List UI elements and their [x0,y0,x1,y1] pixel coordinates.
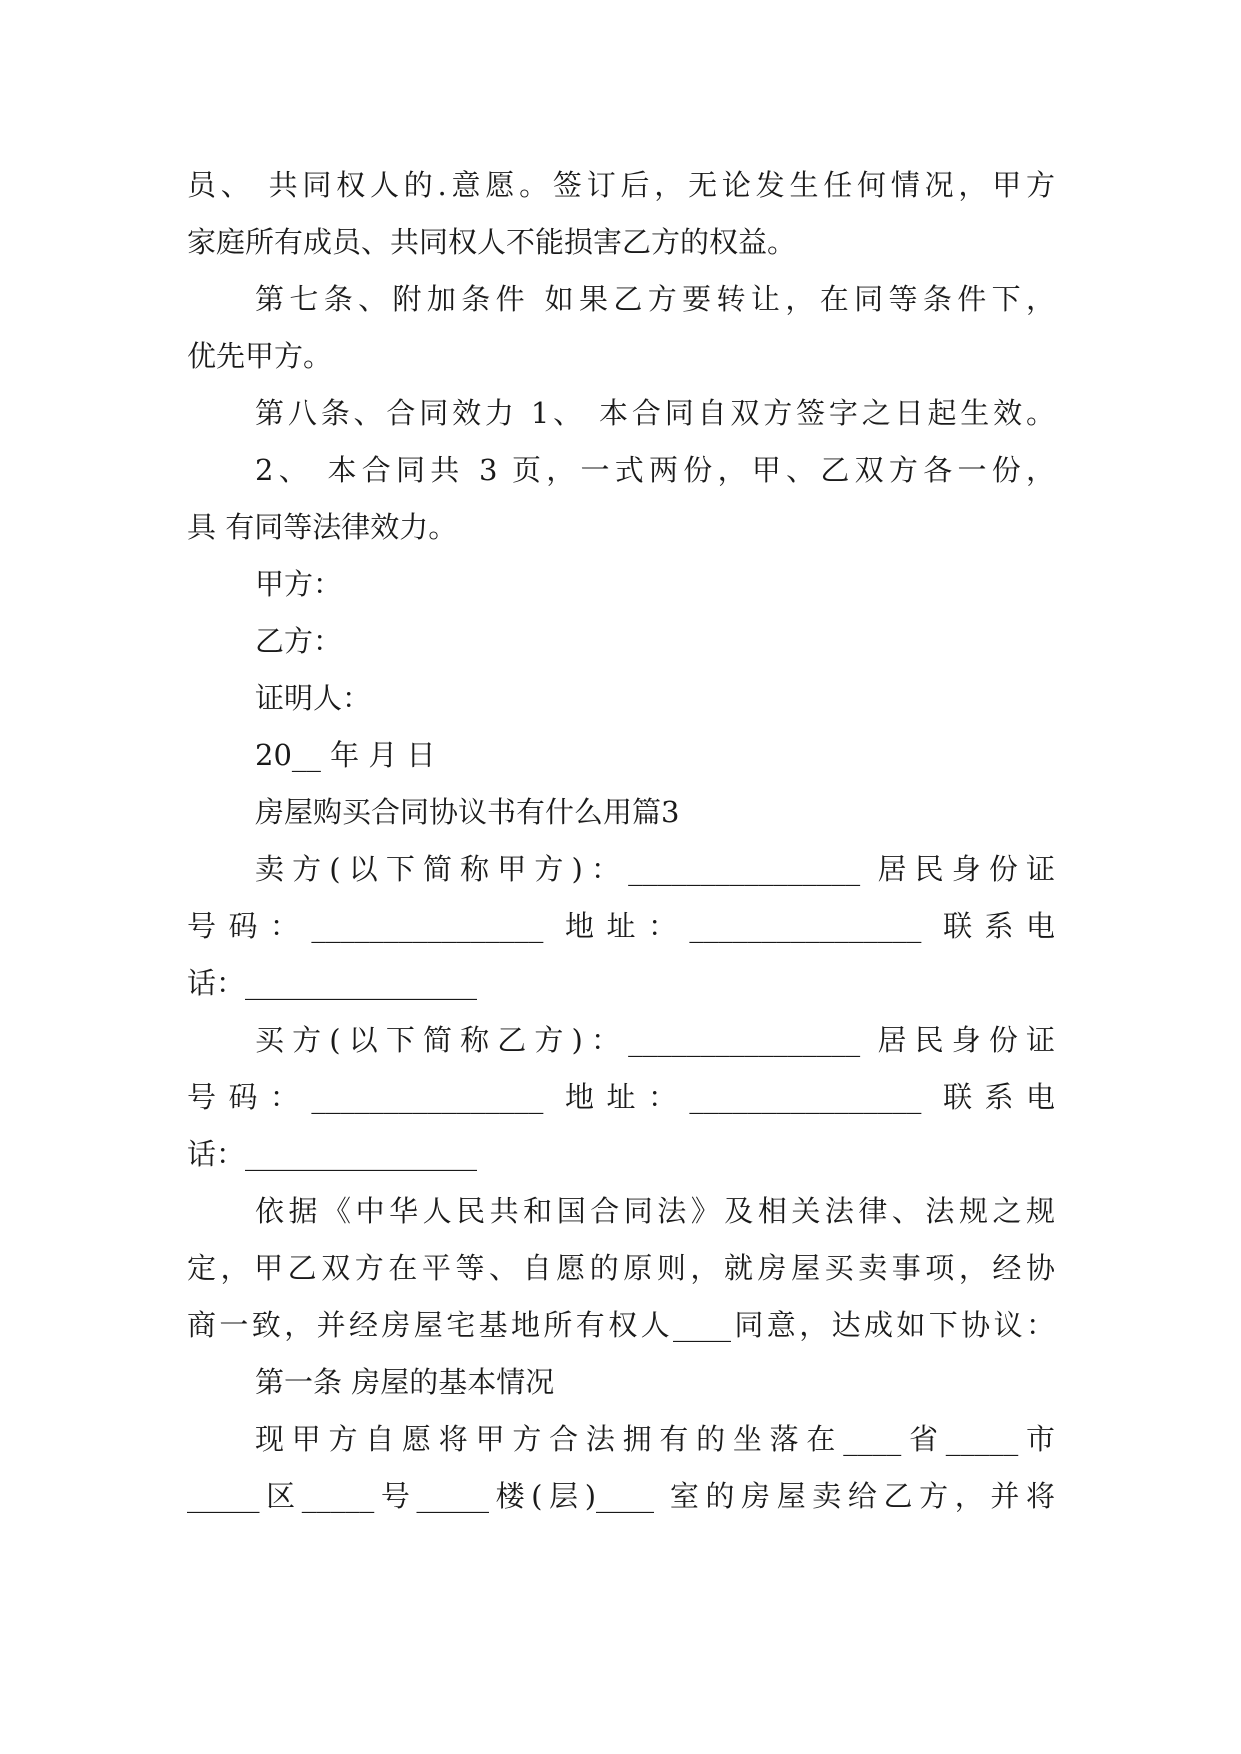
text-line-2: 家庭所有成员、共同权人不能损害乙方的权益。 [187,225,797,259]
signature-party-a: 甲方： [255,567,343,601]
text-line-1: 员、 共同权人的.意愿。签订后，无论发生任何情况，甲方 [187,168,1055,202]
text-line-15: 话：________________ [187,966,478,1000]
text-line-21: 商一致，并经房屋宅基地所有权人____同意，达成如下协议： [187,1308,1055,1342]
text-line-4: 优先甲方。 [187,339,333,373]
text-line-7: 具 有同等法律效力。 [187,510,458,544]
text-line-16: 买方(以下简称乙方)：________________ 居民身份证 [255,1023,1055,1057]
text-line-14: 号码：________________ 地址：________________ 联系电 [187,909,1055,943]
section-heading: 房屋购买合同协议书有什么用篇3 [255,795,680,829]
text-line-13: 卖方(以下简称甲方)：________________ 居民身份证 [255,852,1055,886]
text-line-24: _____区_____号_____楼(层)____ 室的房屋卖给乙方，并将 [187,1479,1055,1513]
text-line-20: 定，甲乙双方在平等、自愿的原则，就房屋买卖事项，经协 [187,1251,1055,1285]
text-line-17: 号码：________________ 地址：________________ 联系电 [187,1080,1055,1114]
signature-party-b: 乙方： [255,624,343,658]
signature-witness: 证明人： [255,681,372,715]
text-line-23: 现甲方自愿将甲方合法拥有的坐落在____省_____市 [255,1422,1055,1456]
text-line-3: 第七条、附加条件 如果乙方要转让，在同等条件下， [255,282,1055,316]
text-line-6: 2、 本合同共 3 页，一式两份，甲、乙双方各一份， [255,453,1055,487]
text-line-19: 依据《中华人民共和国合同法》及相关法律、法规之规 [255,1194,1055,1228]
text-line-5: 第八条、合同效力 1、 本合同自双方签字之日起生效。 [255,396,1055,430]
signature-date: 20__ 年 月 日 [255,738,436,772]
text-line-18: 话：________________ [187,1137,478,1171]
article-heading: 第一条 房屋的基本情况 [255,1365,555,1399]
